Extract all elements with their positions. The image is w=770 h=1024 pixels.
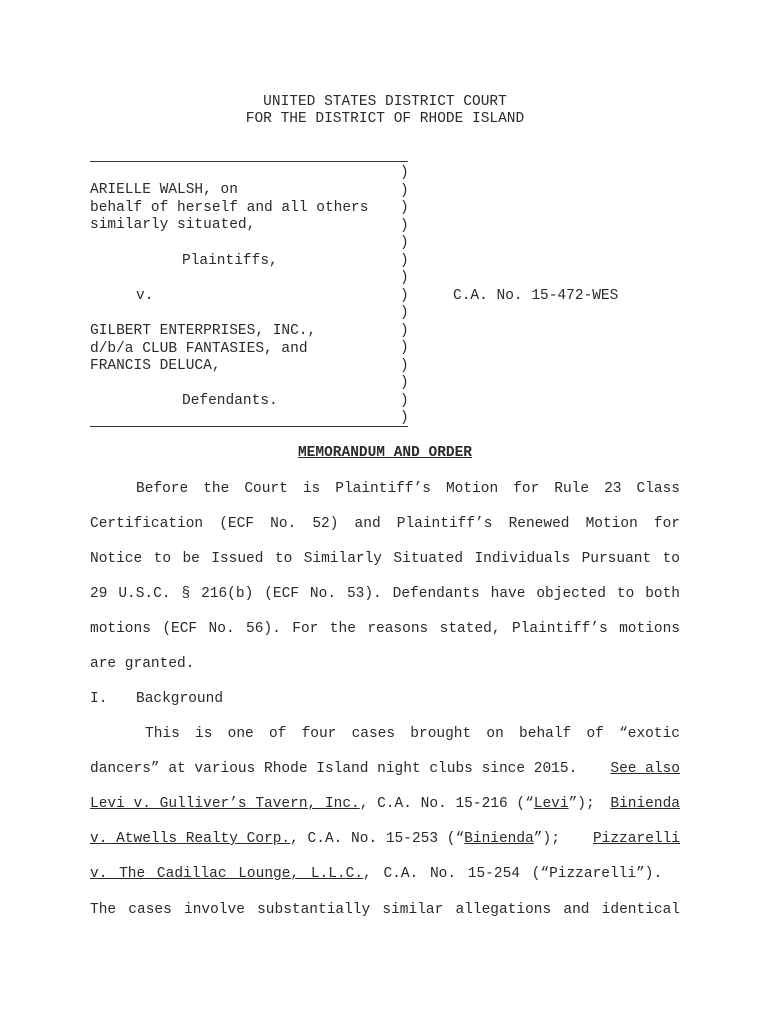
paragraph-2-line-3 xyxy=(90,796,680,812)
paragraph-2-line-2-text: dancers” at various Rhode Island night clubs since 2015. xyxy=(90,761,578,777)
plaintiff-name-line1: ARIELLE WALSH, on xyxy=(90,182,238,198)
paragraph-2-line-1: This is one of four cases brought on behalf of “exotic xyxy=(145,726,680,742)
defendants-label: Defendants. xyxy=(182,393,278,409)
defendant-name-line3: FRANCIS DELUCA, xyxy=(90,358,221,374)
paragraph-2-line-4 xyxy=(90,831,680,847)
see-also-signal: See also xyxy=(610,761,680,777)
caption-parentheses: ) ) ) ) ) ) ) ) ) ) ) ) ) ) ) xyxy=(400,165,409,426)
citation-levi: Levi v. Gulliver’s Tavern, Inc. xyxy=(90,796,360,812)
plaintiffs-label: Plaintiffs, xyxy=(182,253,278,269)
citation-separator: ”); xyxy=(568,796,595,812)
caption-bottom-rule xyxy=(90,426,408,427)
citation-separator-2: ”); xyxy=(533,831,560,847)
defendant-name-line1: GILBERT ENTERPRISES, INC., xyxy=(90,323,317,339)
paragraph-2-line-5 xyxy=(90,866,680,882)
versus-label: v. xyxy=(136,288,154,304)
paragraph-1-line-3: Notice to be Issued to Similarly Situated Individuals Pursuant to xyxy=(90,551,680,567)
case-number: C.A. No. 15-472-WES xyxy=(453,288,619,304)
plaintiff-name-line3: similarly situated, xyxy=(90,217,256,233)
citation-cadillac: v. The Cadillac Lounge, L.L.C. xyxy=(90,866,364,882)
court-name-line1: UNITED STATES DISTRICT COURT xyxy=(263,94,507,110)
short-name-binienda: Binienda xyxy=(464,831,534,847)
court-name-line2: FOR THE DISTRICT OF RHODE ISLAND xyxy=(245,111,525,127)
caption-top-rule xyxy=(90,161,408,162)
document-title: MEMORANDUM AND ORDER xyxy=(297,445,473,461)
citation-pizzarelli-number: , C.A. No. 15-254 (“Pizzarelli”). xyxy=(363,866,663,882)
citation-binienda: Binienda xyxy=(610,796,680,812)
plaintiff-name-line2: behalf of herself and all others xyxy=(90,200,369,216)
section-title: Background xyxy=(136,691,224,707)
defendant-name-line2: d/b/a CLUB FANTASIES, and xyxy=(90,341,308,357)
citation-binienda-number: , C.A. No. 15-253 (“ xyxy=(290,831,465,847)
citation-pizzarelli: Pizzarelli xyxy=(592,831,680,847)
paragraph-1-line-2: Certification (ECF No. 52) and Plaintiff’s Renewed Motion for xyxy=(90,516,680,532)
short-name-levi: Levi xyxy=(533,796,569,812)
paragraph-2-line-2 xyxy=(90,761,680,777)
paragraph-1-line-6: are granted. xyxy=(90,656,195,672)
citation-levi-number: , C.A. No. 15-216 (“ xyxy=(359,796,534,812)
paragraph-2-line-6: The cases involve substantially similar allegations and identical xyxy=(90,902,680,918)
paragraph-1-line-5: motions (ECF No. 56). For the reasons stated, Plaintiff’s motions xyxy=(90,621,680,637)
section-number: I. xyxy=(90,691,108,707)
citation-atwells: v. Atwells Realty Corp. xyxy=(90,831,291,847)
paragraph-1-line-4: 29 U.S.C. § 216(b) (ECF No. 53). Defendants have objected to both xyxy=(90,586,680,602)
paragraph-1-line-1: Before the Court is Plaintiff’s Motion for Rule 23 Class xyxy=(136,481,680,497)
